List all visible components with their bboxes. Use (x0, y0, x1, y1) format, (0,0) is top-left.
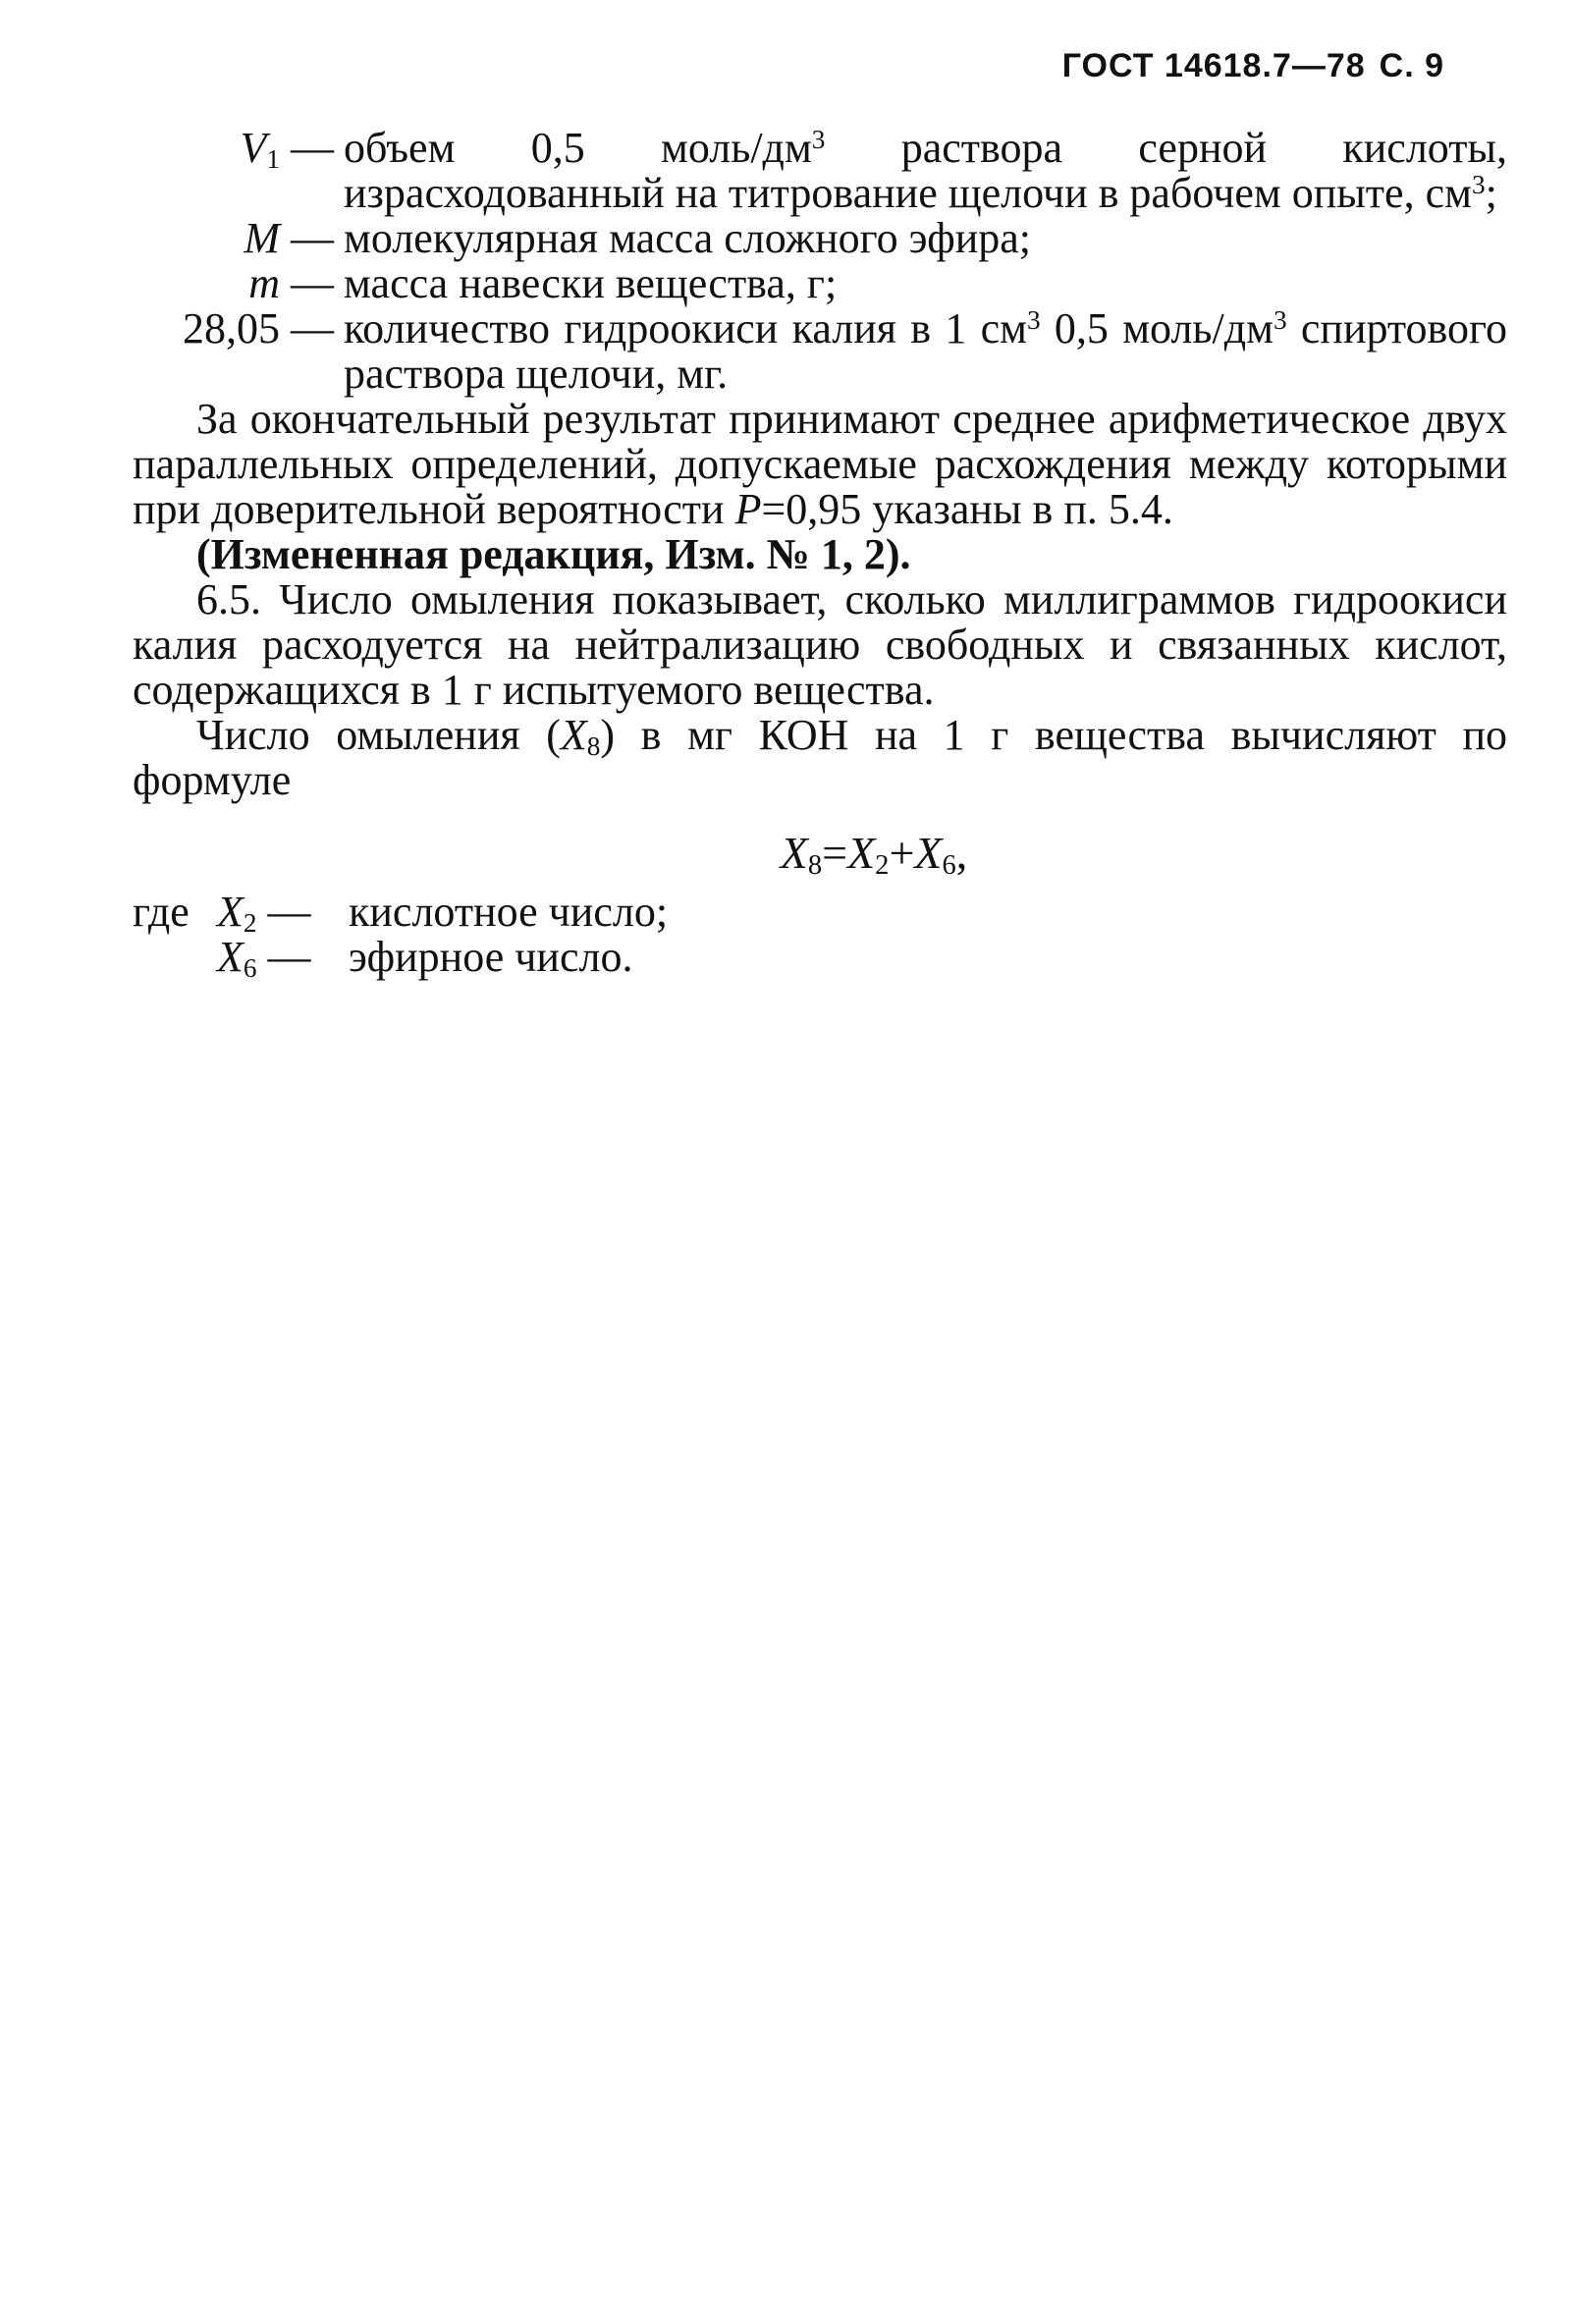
section-6-5-paragraph: 6.5. Число омыления показывает, сколько миллиграммов гидроокиси калия расходуется на нейтрализацию свободных и связанных кислот, содержащихся в 1 г испытуемого вещества. (133, 575, 1507, 714)
definition-text: количество гидроокиси калия в 1 $см^3$ 0,5 моль/$дм^3$ спиртового раствора щелочи, мг. (344, 304, 1507, 398)
saponification-formula: $X_8=X_2+X_6$, (780, 828, 968, 881)
variable-definitions (133, 126, 1507, 397)
definition-symbol: m — (248, 259, 334, 307)
formula-legend (133, 888, 1507, 983)
legend-text: эфирное число. (349, 933, 633, 981)
page-number: С. 9 (1379, 47, 1444, 84)
legend-symbol: $X_6$ — (217, 933, 311, 983)
legend-symbol: где $X_2$ — (133, 888, 311, 938)
legend-text: кислотное число; (349, 888, 669, 936)
definition-text: молекулярная масса сложного эфира; (344, 214, 1032, 262)
calculation-paragraph: Число омыления $(X_8)$ в мг КОН на 1 г вещества вычисляют по формуле (133, 711, 1507, 804)
amendment-note: (Измененная редакция, Изм. № 1, 2). (196, 530, 911, 578)
definition-symbol: 28,05 — (183, 304, 334, 352)
page-content (133, 124, 1507, 983)
result-paragraph: За окончательный результат принимают среднее арифметическое двух параллельных определений, допускаемые расхождения между которыми при доверительной вероятности P=0,95 указаны в п. 5.4. (133, 395, 1507, 533)
definition-symbol: $V_1$ — (240, 124, 334, 174)
definition-symbol: M — (244, 214, 334, 262)
definition-text: объем 0,5 моль/$дм^3$ раствора серной кислоты, израсходованный на титрование щелочи в рабочем опыте, $см^3$; (344, 124, 1507, 217)
definition-text: масса навески вещества, г; (344, 259, 838, 307)
standard-number: ГОСТ 14618.7—78 (1061, 47, 1366, 84)
page-header (1062, 47, 1444, 85)
